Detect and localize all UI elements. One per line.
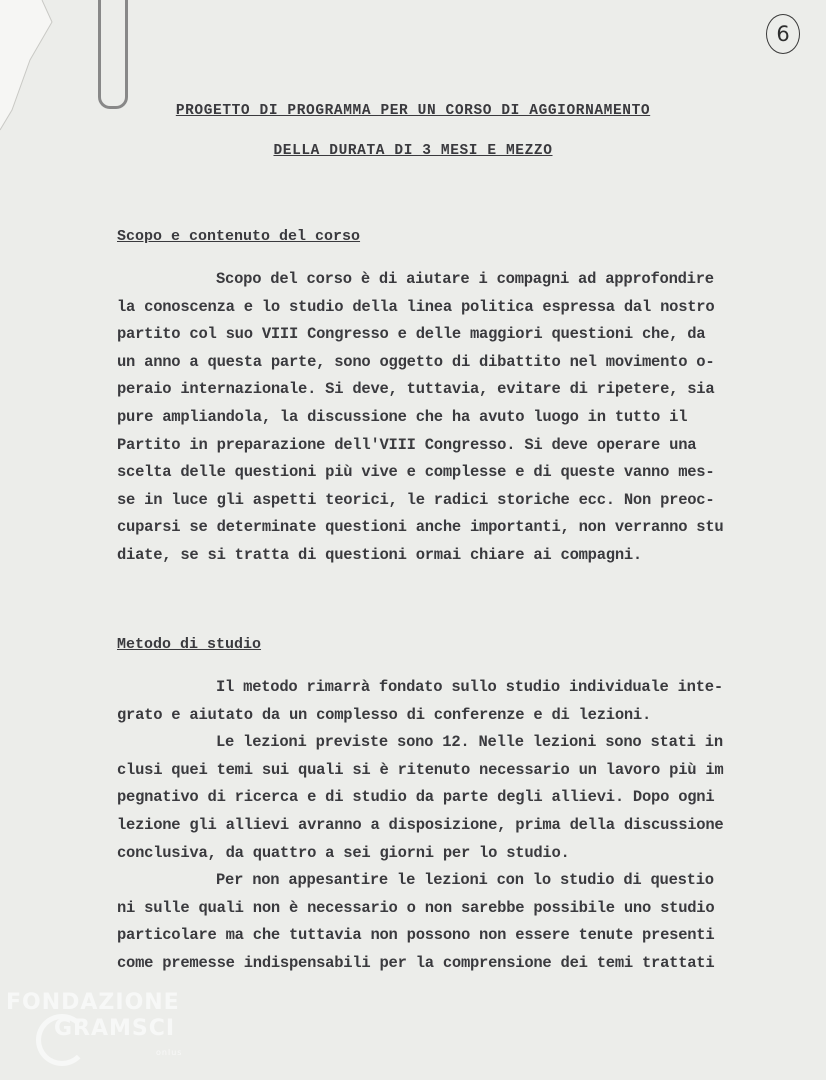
watermark-line-1: FONDAZIONE [6, 990, 180, 1015]
paragraph-line: grato e aiutato da un complesso di conferenze e di lezioni. [117, 705, 652, 724]
section-body-scopo [117, 266, 797, 570]
paragraph-line: un anno a questa parte, sono oggetto di dibattito nel movimento o- [117, 352, 715, 371]
paragraph-line: se in luce gli aspetti teorici, le radici storiche ecc. Non preoc- [117, 490, 715, 509]
paragraph-line: cuparsi se determinate questioni anche importanti, non verranno stu [117, 518, 724, 537]
paragraph-line: Scopo del corso è di aiutare i compagni ad approfondire [216, 270, 714, 288]
watermark-logo [6, 990, 206, 1070]
section-heading-scopo: Scopo e contenuto del corso [117, 228, 361, 245]
paragraph-line: pegnativo di ricerca e di studio da parte degli allievi. Dopo ogni [117, 788, 715, 807]
paragraph-line: clusi quei temi sui quali si è ritenuto necessario un lavoro più im [117, 760, 724, 779]
title-line-1: PROGETTO DI PROGRAMMA PER UN CORSO DI AGGIORNAMENTO [175, 103, 651, 119]
paragraph-line: Partito in preparazione dell'VIII Congresso. Si deve operare una [117, 435, 697, 454]
paragraph-line: partito col suo VIII Congresso e delle maggiori questioni che, da [117, 325, 706, 344]
paragraph-line: diate, se si tratta di questioni ormai chiare ai compagni. [117, 545, 642, 564]
watermark-line-2: GRAMSCI [54, 1016, 176, 1041]
paragraph-line: conclusiva, da quattro a sei giorni per lo studio. [117, 843, 570, 862]
paragraph-line: come premesse indispensabili per la comprensione dei temi trattati [117, 953, 715, 972]
paragraph-line: Il metodo rimarrà fondato sullo studio individuale inte- [216, 678, 723, 696]
page-number: 6 [766, 14, 800, 54]
paragraph-line: ni sulle quali non è necessario o non sarebbe possibile uno studio [117, 898, 715, 917]
paragraph-line: lezione gli allievi avranno a disposizione, prima della discussione [117, 815, 724, 834]
paper-clip-icon [98, 0, 128, 109]
paragraph-line: pure ampliandola, la discussione che ha avuto luogo in tutto il [117, 407, 688, 426]
paragraph-line: scelta delle questioni più vive e complesse e di queste vanno mes- [117, 463, 715, 482]
paragraph-line: Le lezioni previste sono 12. Nelle lezioni sono stati in [216, 733, 723, 752]
watermark-line-3: onlus [156, 1048, 183, 1057]
paragraph-line: particolare ma che tuttavia non possono non essere tenute presenti [117, 926, 715, 945]
section-body-metodo [117, 674, 797, 978]
folded-corner [0, 0, 60, 140]
paragraph-line: Per non appesantire le lezioni con lo studio di questio [216, 871, 714, 890]
paragraph-line: la conoscenza e lo studio della linea politica espressa dal nostro [117, 297, 715, 316]
title-line-2: DELLA DURATA DI 3 MESI E MEZZO [273, 143, 553, 159]
section-heading-metodo: Metodo di studio [117, 636, 262, 653]
paragraph-line: peraio internazionale. Si deve, tuttavia, evitare di ripetere, sia [117, 380, 715, 399]
